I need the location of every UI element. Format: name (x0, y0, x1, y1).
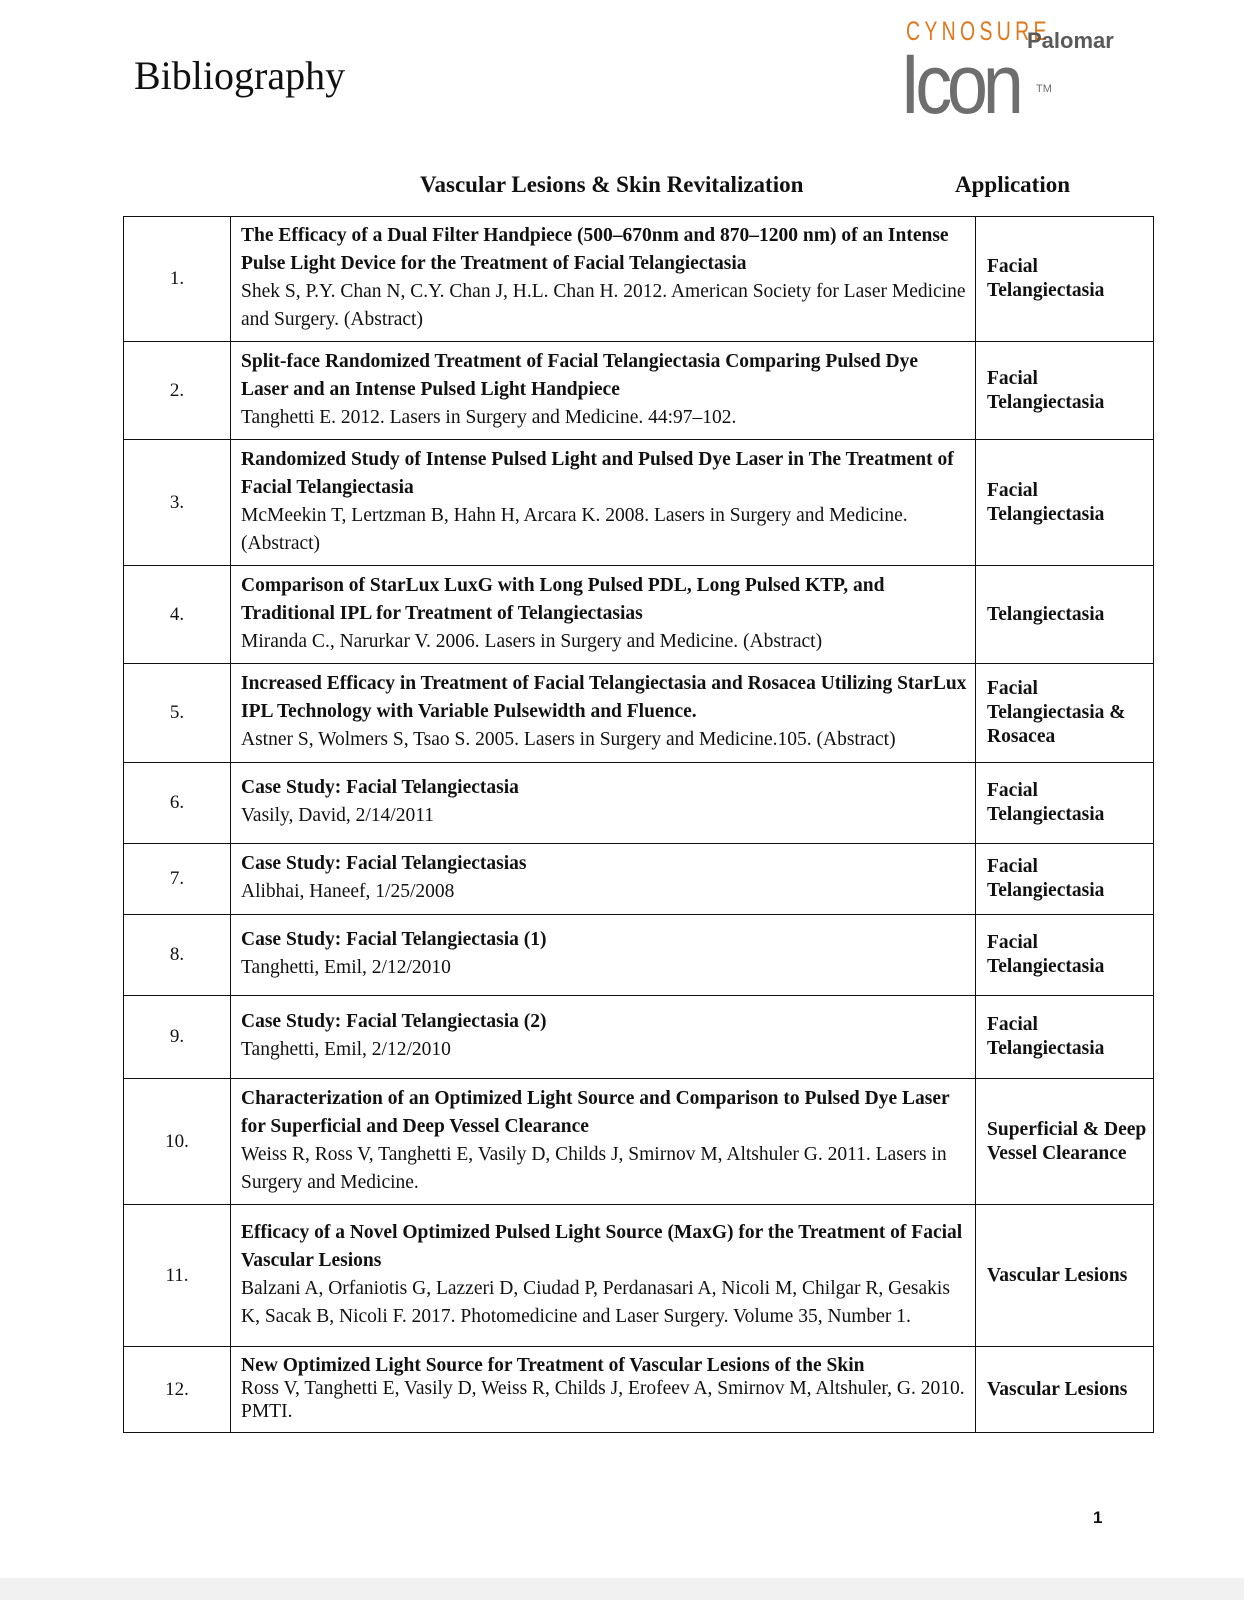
table-row (124, 1347, 1154, 1433)
table-row (124, 1079, 1154, 1205)
row-number: 3. (124, 440, 231, 566)
row-number: 11. (124, 1205, 231, 1347)
application-column-heading: Application (955, 172, 1071, 197)
footer-band (0, 1578, 1244, 1600)
table-row (124, 566, 1154, 664)
application-cell: Superficial & Deep Vessel Clearance (976, 1079, 1154, 1205)
reference-cell (231, 763, 976, 844)
reference-cell (231, 440, 976, 566)
table-row (124, 763, 1154, 844)
reference-cell (231, 1347, 976, 1433)
reference-citation: Miranda C., Narurkar V. 2006. Lasers in Surgery and Medicine. (Abstract) (241, 630, 823, 652)
application-cell: Facial Telangiectasia (976, 996, 1154, 1079)
reference-title: Case Study: Facial Telangiectasia (2) (241, 1011, 547, 1032)
table-row (124, 1205, 1154, 1347)
reference-title: Case Study: Facial Telangiectasia (1) (241, 929, 547, 950)
table-row (124, 844, 1154, 915)
table-row (124, 664, 1154, 763)
row-number: 2. (124, 342, 231, 440)
row-number: 7. (124, 844, 231, 915)
reference-citation: Tanghetti, Emil, 2/12/2010 (241, 1039, 451, 1060)
reference-title: Efficacy of a Novel Optimized Pulsed Light Source (MaxG) for the Treatment of Facial Vascular Lesions (241, 1221, 963, 1271)
reference-citation: Vasily, David, 2/14/2011 (241, 805, 435, 826)
reference-cell (231, 1079, 976, 1205)
reference-title: The Efficacy of a Dual Filter Handpiece (500–670nm and 870–1200 nm) of an Intense Pulse Light Device for the Treatment of Facial Telangiectasia (241, 225, 949, 274)
application-cell: Facial Telangiectasia (976, 217, 1154, 342)
table-row (124, 996, 1154, 1079)
logo-trademark: TM (1036, 83, 1052, 95)
application-cell: Vascular Lesions (976, 1205, 1154, 1347)
table-row (124, 440, 1154, 566)
reference-title: Split-face Randomized Treatment of Facial Telangiectasia Comparing Pulsed Dye Laser and an Intense Pulsed Light Handpiece (241, 350, 919, 400)
row-number: 12. (124, 1347, 231, 1433)
page-title: Bibliography (134, 53, 346, 98)
row-number: 9. (124, 996, 231, 1079)
row-number: 8. (124, 915, 231, 996)
page-number: 1 (1093, 1508, 1103, 1527)
table-row (124, 342, 1154, 440)
reference-cell (231, 664, 976, 763)
reference-title: Case Study: Facial Telangiectasia (241, 777, 519, 798)
application-cell: Facial Telangiectasia (976, 915, 1154, 996)
application-cell: Facial Telangiectasia (976, 844, 1154, 915)
logo-icon-wordmark: Icon (900, 37, 1019, 131)
application-cell: Facial Telangiectasia (976, 342, 1154, 440)
reference-citation: Weiss R, Ross V, Tanghetti E, Vasily D, Childs J, Smirnov M, Altshuler G. 2011. Lasers in Surgery and Medicine. (241, 1143, 947, 1193)
section-heading: Vascular Lesions & Skin Revitalization (420, 172, 804, 197)
reference-citation: Alibhai, Haneef, 1/25/2008 (241, 881, 455, 902)
reference-citation: Ross V, Tanghetti E, Vasily D, Weiss R, Childs J, Erofeev A, Smirnov M, Altshuler, G. 2010. PMTI. (241, 1378, 965, 1422)
reference-title: Comparison of StarLux LuxG with Long Pulsed PDL, Long Pulsed KTP, and Traditional IPL for Treatment of Telangiectasias (241, 574, 885, 624)
reference-citation: Shek S, P.Y. Chan N, C.Y. Chan J, H.L. Chan H. 2012. American Society for Laser Medicine and Surgery. (Abstract) (241, 281, 966, 330)
reference-title: Characterization of an Optimized Light Source and Comparison to Pulsed Dye Laser for Superficial and Deep Vessel Clearance (241, 1087, 950, 1137)
reference-title: Randomized Study of Intense Pulsed Light and Pulsed Dye Laser in The Treatment of Facial Telangiectasia (241, 448, 954, 498)
reference-cell (231, 844, 976, 915)
bibliography-table (123, 216, 1154, 1433)
reference-citation: Tanghetti E. 2012. Lasers in Surgery and Medicine. 44:97–102. (241, 406, 737, 428)
reference-citation: Astner S, Wolmers S, Tsao S. 2005. Lasers in Surgery and Medicine.105. (Abstract) (241, 729, 896, 750)
reference-citation: Tanghetti, Emil, 2/12/2010 (241, 957, 451, 978)
reference-cell (231, 915, 976, 996)
application-cell: Telangiectasia (976, 566, 1154, 664)
reference-title: New Optimized Light Source for Treatment of Vascular Lesions of the Skin (241, 1355, 865, 1376)
reference-citation: Balzani A, Orfaniotis G, Lazzeri D, Ciudad P, Perdanasari A, Nicoli M, Chilgar R, Gesakis K, Sacak B, Nicoli F. 2017. Photomedicine and Laser Surgery. Volume 35, Number 1. (241, 1277, 950, 1327)
application-cell: Vascular Lesions (976, 1347, 1154, 1433)
reference-citation: McMeekin T, Lertzman B, Hahn H, Arcara K. 2008. Lasers in Surgery and Medicine. (Abstract) (241, 504, 908, 554)
application-cell: Facial Telangiectasia (976, 440, 1154, 566)
reference-cell (231, 342, 976, 440)
reference-cell (231, 996, 976, 1079)
row-number: 10. (124, 1079, 231, 1205)
reference-cell (231, 217, 976, 342)
logo-cynosure-wordmark: CYNOSURE (906, 16, 1051, 46)
cynosure-palomar-icon-logo (900, 10, 1116, 131)
row-number: 5. (124, 664, 231, 763)
reference-title: Increased Efficacy in Treatment of Facial Telangiectasia and Rosacea Utilizing StarLux IPL Technology with Variable Pulsewidth and Fluence. (241, 673, 967, 722)
row-number: 6. (124, 763, 231, 844)
reference-cell (231, 1205, 976, 1347)
reference-title: Case Study: Facial Telangiectasias (241, 853, 527, 874)
row-number: 1. (124, 217, 231, 342)
row-number: 4. (124, 566, 231, 664)
reference-cell (231, 566, 976, 664)
application-cell: Facial Telangiectasia (976, 763, 1154, 844)
application-cell: Facial Telangiectasia & Rosacea (976, 664, 1154, 763)
table-row (124, 915, 1154, 996)
logo-palomar-wordmark: Palomar (1027, 28, 1114, 53)
table-row (124, 217, 1154, 342)
